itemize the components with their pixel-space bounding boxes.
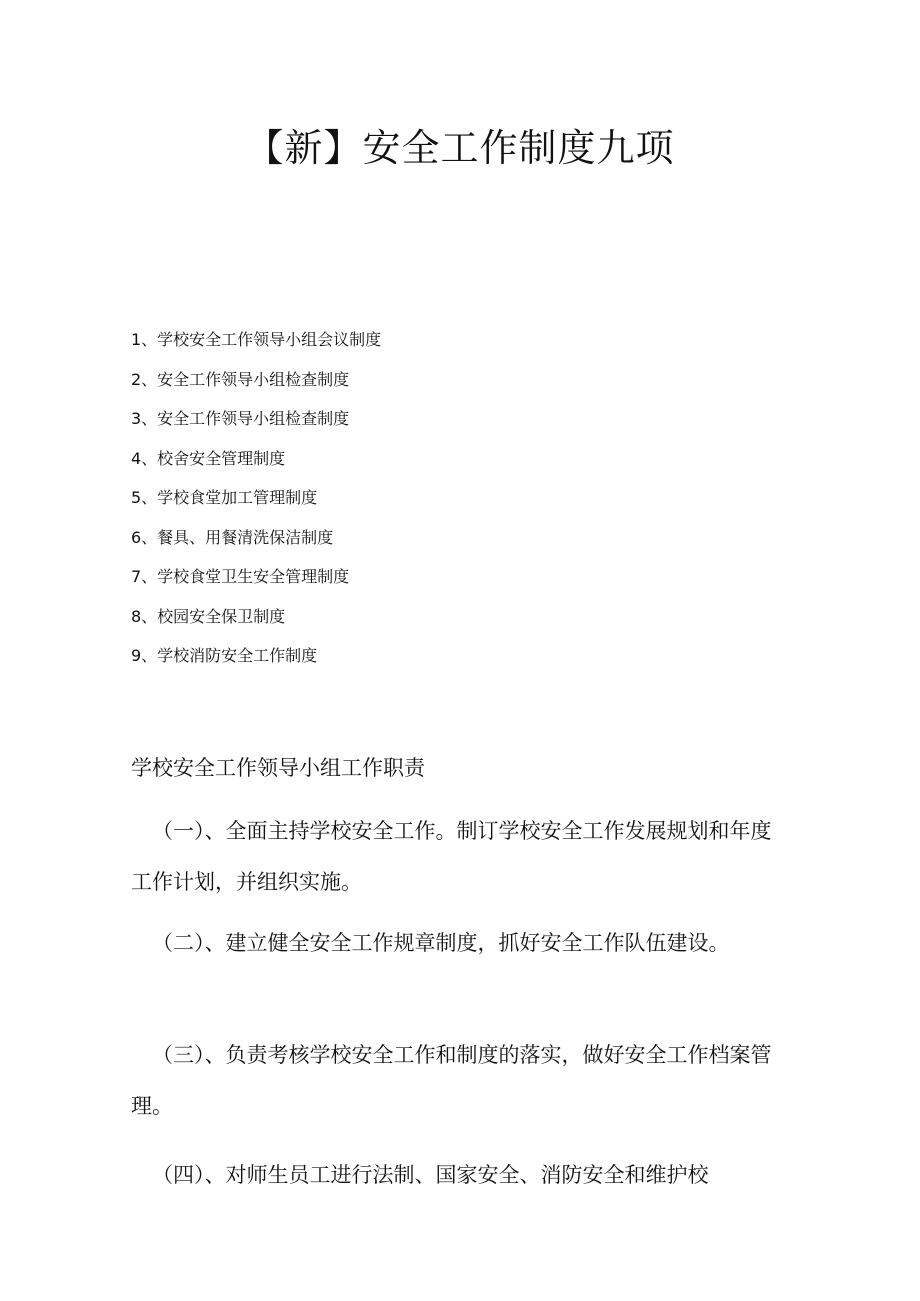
toc-item: 6、餐具、用餐清洗保洁制度 [131,527,334,547]
body-paragraph: （三）、负责考核学校安全工作和制度的落实，做好安全工作档案管理。 [131,1043,772,1118]
toc-item: 7、学校食堂卫生安全管理制度 [131,567,350,586]
toc-item: 5、学校食堂加工管理制度 [131,488,318,507]
toc-item: 1、学校安全工作领导小组会议制度 [131,330,382,349]
body-paragraph: （四）、对师生员工进行法制、国家安全、消防安全和维护校 [152,1163,709,1187]
toc-item: 2、安全工作领导小组检查制度 [131,369,350,389]
section-heading: 学校安全工作领导小组工作职责 [131,756,425,780]
toc-item: 9、学校消防安全工作制度 [131,646,318,665]
body-paragraph: （二）、建立健全安全工作规章制度，抓好安全工作队伍建设。 [152,931,730,955]
document-title: 【新】安全工作制度九项 [245,126,675,170]
table-of-contents [131,326,381,682]
toc-item: 8、校园安全保卫制度 [131,606,286,626]
toc-item: 3、安全工作领导小组检查制度 [131,409,350,428]
body-paragraph: （一）、全面主持学校安全工作。制订学校安全工作发展规划和年度工作计划，并组织实施。 [131,819,772,894]
toc-item: 4、校舍安全管理制度 [131,448,286,468]
